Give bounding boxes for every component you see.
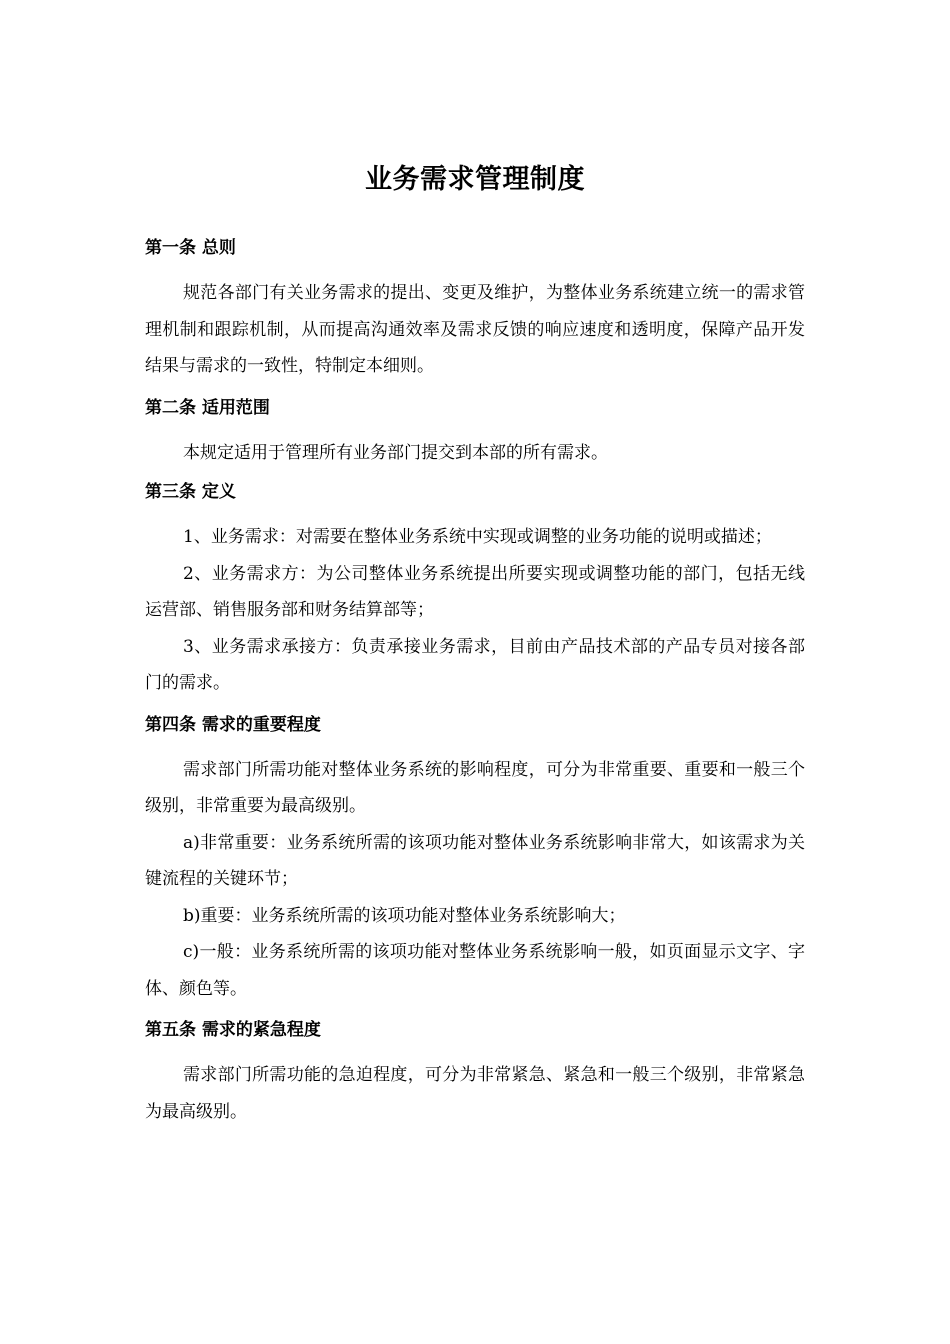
paragraph: b)重要：业务系统所需的该项功能对整体业务系统影响大； — [183, 905, 626, 926]
section-heading: 第五条 需求的紧急程度 — [145, 1020, 321, 1040]
section-heading: 第三条 定义 — [145, 482, 236, 502]
paragraph: 需求部门所需功能对整体业务系统的影响程度，可分为非常重要、重要和一般三个级别，非常重要为最高级别。 — [145, 759, 805, 816]
document-title: 业务需求管理制度 — [365, 164, 585, 195]
paragraph: a)非常重要：业务系统所需的该项功能对整体业务系统影响非常大，如该需求为关键流程的关键环节； — [145, 832, 805, 889]
paragraph: 2、业务需求方：为公司整体业务系统提出所要实现或调整功能的部门，包括无线运营部、销售服务部和财务结算部等； — [145, 563, 805, 620]
section-scope — [145, 393, 805, 472]
paragraph: 1、业务需求：对需要在整体业务系统中实现或调整的业务功能的说明或描述； — [183, 527, 772, 547]
section-importance — [145, 710, 805, 1008]
section-urgency — [145, 1015, 805, 1130]
document-body — [145, 233, 805, 1130]
section-heading: 第二条 适用范围 — [145, 397, 270, 418]
section-heading: 第一条 总则 — [145, 238, 236, 258]
paragraph: c)一般：业务系统所需的该项功能对整体业务系统影响一般，如页面显示文字、字体、颜色等。 — [145, 942, 805, 999]
section-heading: 第四条 需求的重要程度 — [145, 714, 321, 735]
paragraph: 本规定适用于管理所有业务部门提交到本部的所有需求。 — [183, 442, 608, 463]
section-general — [145, 233, 805, 385]
paragraph: 3、业务需求承接方：负责承接业务需求，目前由产品技术部的产品专员对接各部门的需求。 — [145, 636, 805, 693]
paragraph: 规范各部门有关业务需求的提出、变更及维护，为整体业务系统建立统一的需求管理机制和跟踪机制，从而提高沟通效率及需求反馈的响应速度和透明度，保障产品开发结果与需求的一致性，特制定本细则。 — [145, 283, 805, 376]
section-definitions — [145, 477, 805, 702]
paragraph: 需求部门所需功能的急迫程度，可分为非常紧急、紧急和一般三个级别，非常紧急为最高级别。 — [145, 1065, 805, 1122]
